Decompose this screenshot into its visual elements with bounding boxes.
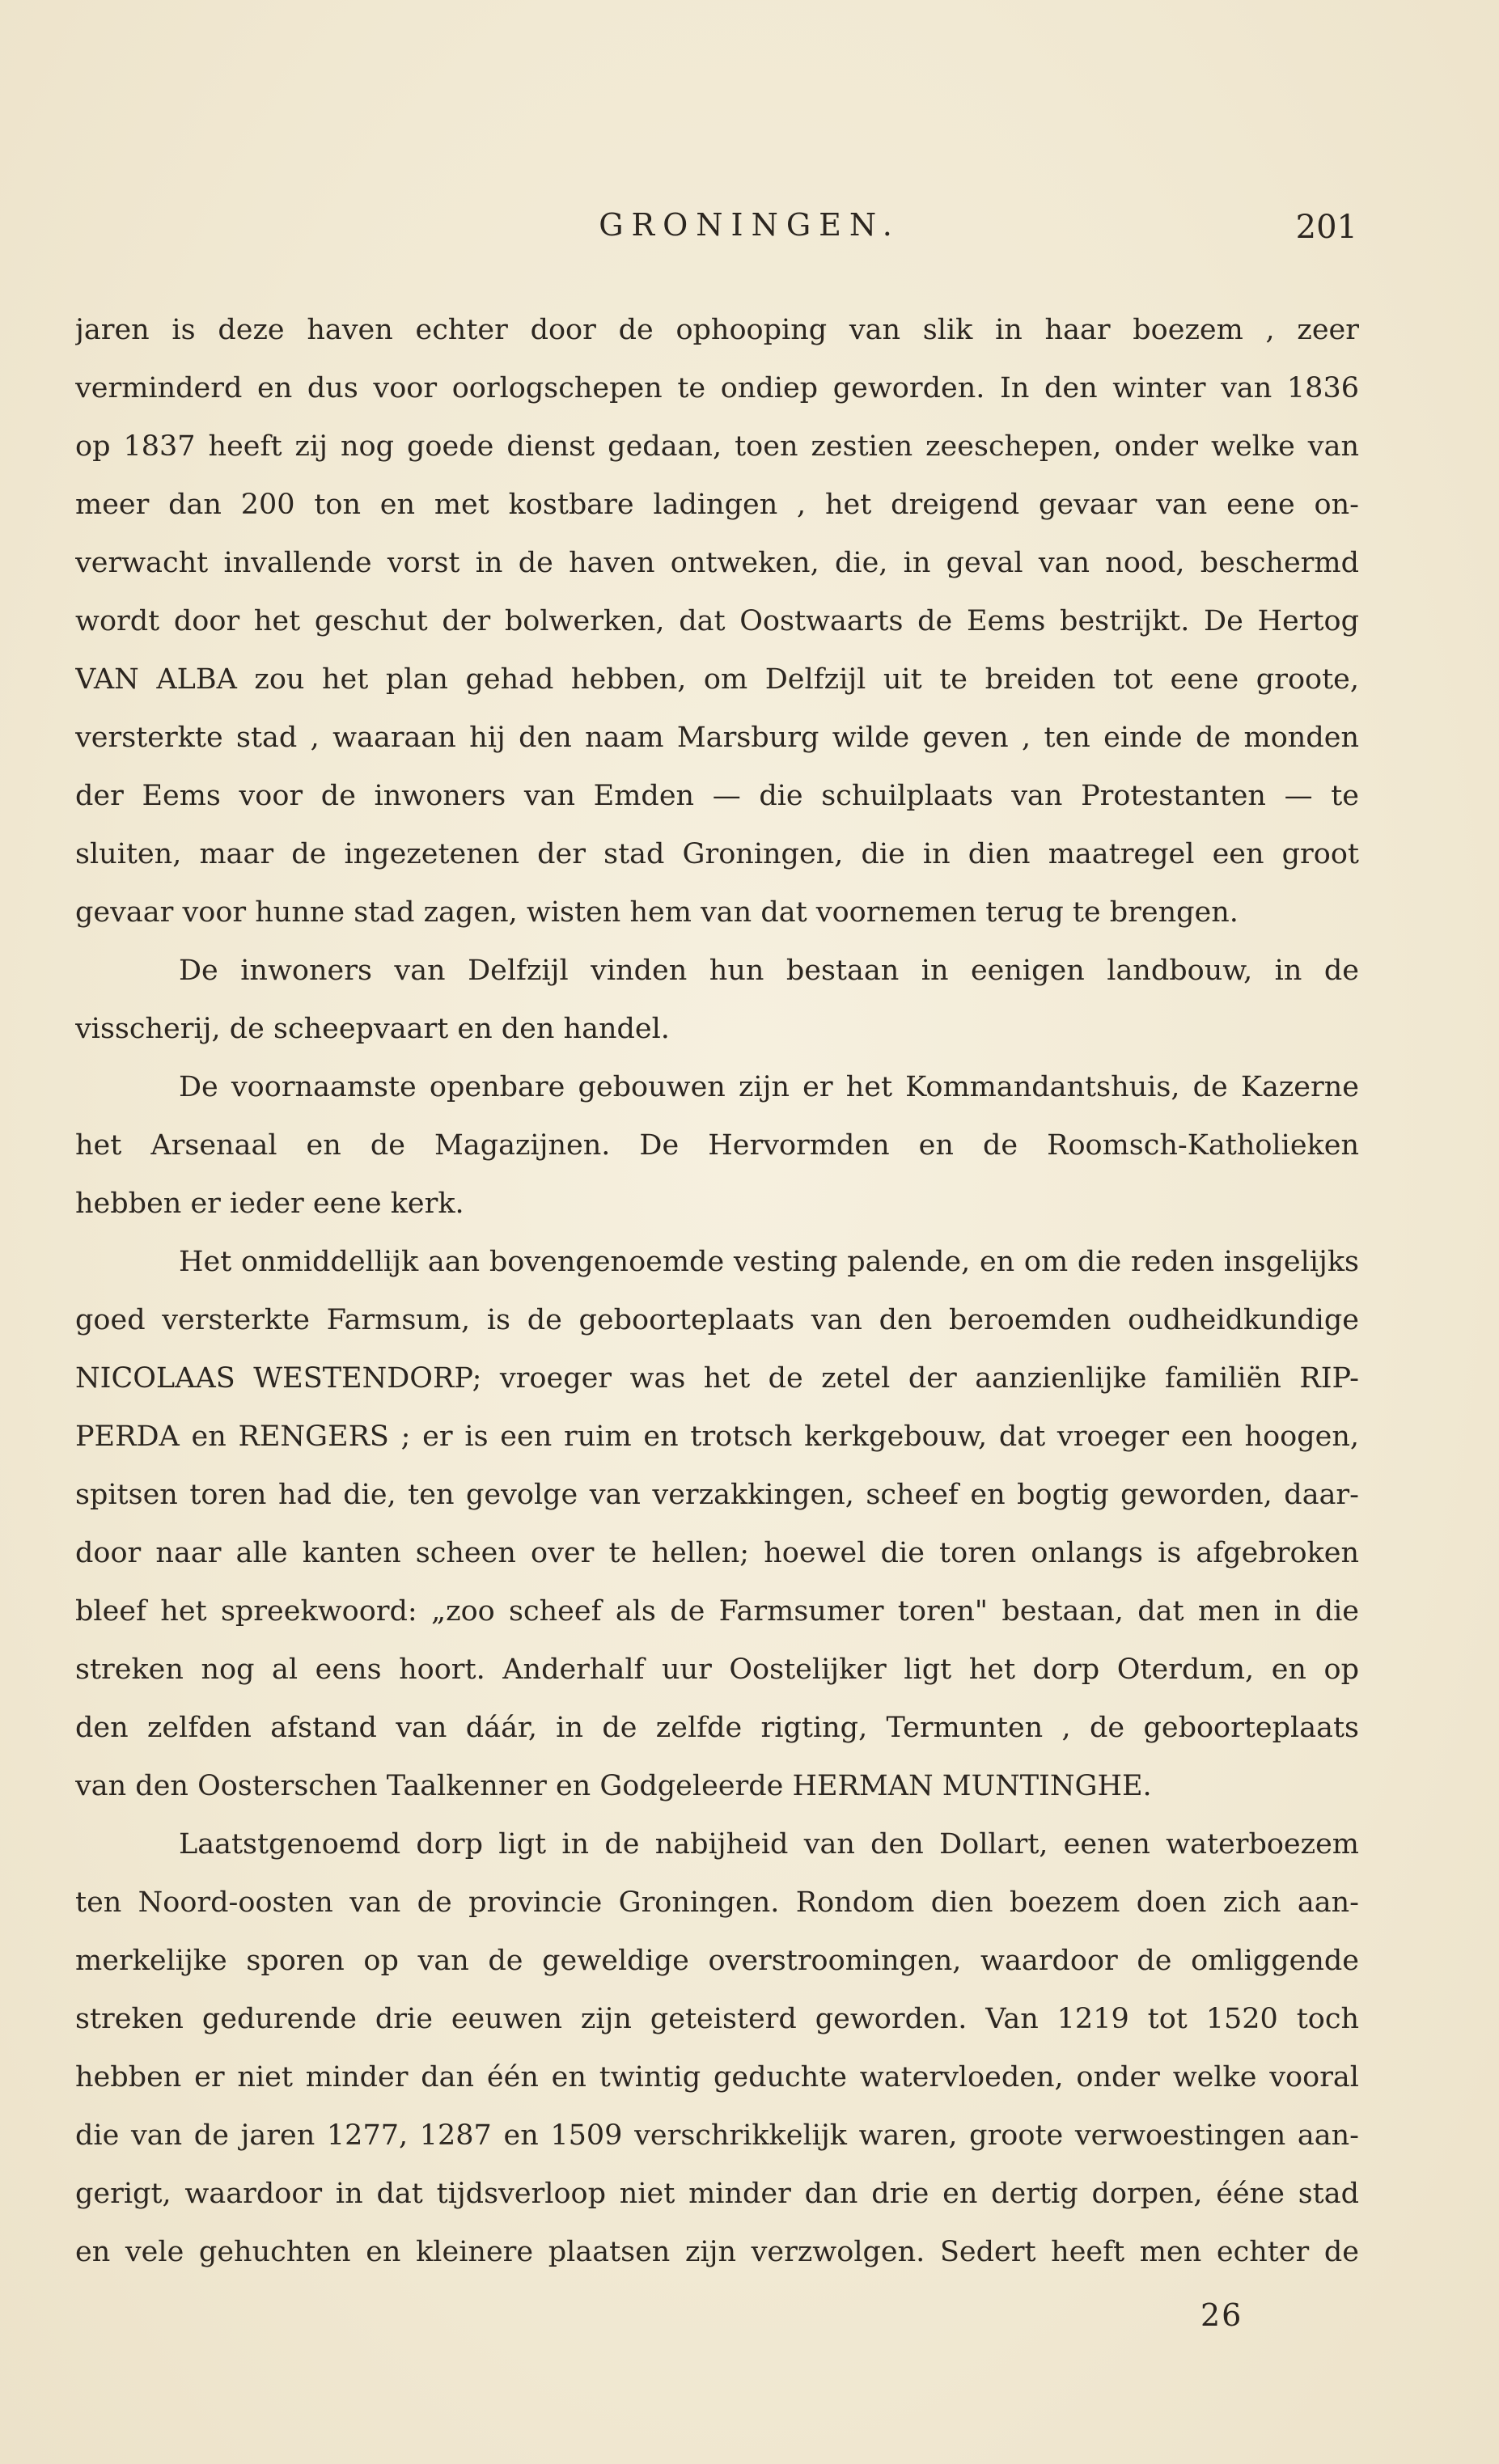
text-line: ten Noord-oosten van de provincie Groningen. Rondom dien boezem doen zich aan- xyxy=(75,1886,1359,1919)
text-line: streken gedurende drie eeuwen zijn geteisterd geworden. Van 1219 tot 1520 toch xyxy=(75,2003,1359,2035)
text-line: gevaar voor hunne stad zagen, wisten hem van dat voornemen terug te brengen. xyxy=(75,896,1239,929)
text-line: streken nog al eens hoort. Anderhalf uur Oostelijker ligt het dorp Oterdum, en op xyxy=(75,1653,1359,1686)
text-line: jaren is deze haven echter door de ophooping van slik in haar boezem , zeer xyxy=(75,314,1359,346)
text-line: hebben er niet minder dan één en twintig geduchte watervloeden, onder welke vooral xyxy=(75,2061,1359,2094)
text-line: versterkte stad , waaraan hij den naam Marsburg wilde geven , ten einde de monden xyxy=(75,722,1359,754)
text-line: gerigt, waardoor in dat tijdsverloop niet minder dan drie en dertig dorpen, ééne stad xyxy=(75,2178,1359,2210)
running-title: GRONINGEN. xyxy=(599,207,900,243)
text-line: Laatstgenoemd dorp ligt in de nabijheid van den Dollart, eenen waterboezem xyxy=(179,1828,1359,1861)
text-line: De inwoners van Delfzijl vinden hun bestaan in eenigen landbouw, in de xyxy=(179,955,1359,987)
text-line: visscherij, de scheepvaart en den handel. xyxy=(75,1013,670,1045)
text-line: verminderd en dus voor oorlogschepen te ondiep geworden. In den winter van 1836 xyxy=(75,372,1359,404)
text-line: NICOLAAS WESTENDORP; vroeger was het de zetel der aanzienlijke familiën RIP- xyxy=(75,1362,1359,1395)
text-line: merkelijke sporen op van de geweldige overstroomingen, waardoor de omliggende xyxy=(75,1945,1359,1977)
page-number: 201 xyxy=(1295,209,1357,246)
text-line: die van de jaren 1277, 1287 en 1509 verschrikkelijk waren, groote verwoestingen aan- xyxy=(75,2119,1359,2152)
text-line: Het onmiddellijk aan bovengenoemde vesting palende, en om die reden insgelijks xyxy=(179,1246,1359,1278)
text-line: goed versterkte Farmsum, is de geboorteplaats van den beroemden oudheidkundige xyxy=(75,1304,1359,1336)
text-line: der Eems voor de inwoners van Emden — die schuilplaats van Protestanten — te xyxy=(75,780,1359,812)
text-line: VAN ALBA zou het plan gehad hebben, om Delfzijl uit te breiden tot eene groote, xyxy=(75,663,1359,696)
text-line: den zelfden afstand van dáár, in de zelfde rigting, Termunten , de geboorteplaats xyxy=(75,1712,1359,1744)
text-line: bleef het spreekwoord: „zoo scheef als de Farmsumer toren" bestaan, dat men in die xyxy=(75,1595,1359,1628)
running-head xyxy=(0,204,1499,252)
text-line: van den Oosterschen Taalkenner en Godgeleerde HERMAN MUNTINGHE. xyxy=(75,1770,1152,1802)
text-line: wordt door het geschut der bolwerken, dat Oostwaarts de Eems bestrijkt. De Hertog xyxy=(75,605,1359,637)
text-line: spitsen toren had die, ten gevolge van verzakkingen, scheef en bogtig geworden, daar- xyxy=(75,1479,1359,1511)
text-line: sluiten, maar de ingezetenen der stad Groningen, die in dien maatregel een groot xyxy=(75,838,1359,870)
text-line: verwacht invallende vorst in de haven ontweken, die, in geval van nood, beschermd xyxy=(75,547,1359,579)
text-line: het Arsenaal en de Magazijnen. De Hervormden en de Roomsch-Katholieken xyxy=(75,1129,1359,1162)
text-line: De voornaamste openbare gebouwen zijn er het Kommandantshuis, de Kazerne xyxy=(179,1071,1359,1103)
text-line: op 1837 heeft zij nog goede dienst gedaan, toen zestien zeeschepen, onder welke van xyxy=(75,430,1359,463)
text-line: en vele gehuchten en kleinere plaatsen zijn verzwolgen. Sedert heeft men echter de xyxy=(75,2236,1359,2268)
text-line: PERDA en RENGERS ; er is een ruim en trotsch kerkgebouw, dat vroeger een hoogen, xyxy=(75,1420,1359,1453)
body-text xyxy=(75,301,1359,2281)
text-line: door naar alle kanten scheen over te hellen; hoewel die toren onlangs is afgebroken xyxy=(75,1537,1359,1569)
text-line: meer dan 200 ton en met kostbare ladingen , het dreigend gevaar van eene on- xyxy=(75,489,1359,521)
signature-mark: 26 xyxy=(1200,2297,1243,2333)
text-line: hebben er ieder eene kerk. xyxy=(75,1188,464,1220)
